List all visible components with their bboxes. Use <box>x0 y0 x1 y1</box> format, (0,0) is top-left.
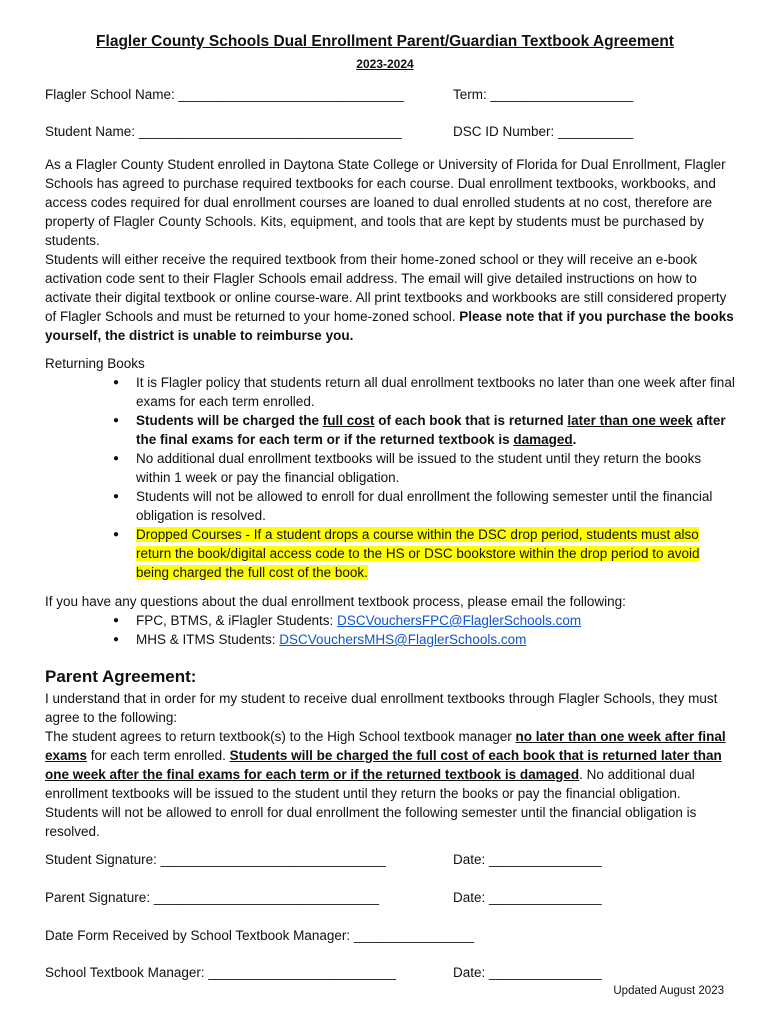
dropped-courses-highlight: Dropped Courses - If a student drops a course within the DSC drop period, students must also return the book/digital access code to the HS or DSC bookstore within the drop period to avoid being charged the full cost of the book. <box>136 527 700 580</box>
email-link-mhs[interactable]: DSCVouchersMHS@FlaglerSchools.com <box>279 632 527 647</box>
policy-bullet-1: ● It is Flagler policy that students return all dual enrollment textbooks no later than one week after final exams for each term enrolled. <box>45 373 735 411</box>
document-title: Flagler County Schools Dual Enrollment Parent/Guardian Textbook Agreement <box>96 33 674 50</box>
date-received-field[interactable]: Date Form Received by School Textbook Manager: ________________ <box>45 928 475 943</box>
student-signature-field[interactable]: Student Signature: ______________________________ <box>45 852 386 867</box>
textbook-manager-field[interactable]: School Textbook Manager: _________________________ <box>45 965 397 980</box>
b2-text-c: of each book that is returned <box>374 413 568 428</box>
agreement-section <box>45 689 735 841</box>
contact-intro: If you have any questions about the dual enrollment textbook process, please email the following: <box>45 594 626 609</box>
email-link-fpc[interactable]: DSCVouchersFPC@FlaglerSchools.com <box>337 613 582 628</box>
school-year: 2023-2024 <box>356 57 414 71</box>
term-field[interactable]: Term: ___________________ <box>453 87 634 102</box>
school-name-field[interactable]: Flagler School Name: ______________________________ <box>45 87 404 102</box>
policy-bullet-3: ● No additional dual enrollment textbooks will be issued to the student until they return the books within 1 week or pay the financial obligation. <box>45 449 735 487</box>
agreement-paragraph-1: I understand that in order for my student to receive dual enrollment textbooks through Flagler Schools, they must agree to the following: <box>45 691 718 725</box>
dsc-id-field[interactable]: DSC ID Number: __________ <box>453 124 634 139</box>
intro-paragraph-2-text: Students will either receive the required textbook from their home-zoned school or they will receive an e-book activation code sent to their Flagler Schools email address. The email will give detailed instructions on how to activate their digital textbook or online course-ware. All print textbooks and workbooks are still considered property of Flagler Schools and must be returned to your home-zoned school. <box>45 252 727 324</box>
ap2-deadline: no later than one week after final exams <box>45 729 726 763</box>
b2-text-e: after the final exams for each term or if the returned textbook is <box>136 413 726 447</box>
policy-bullet-2 <box>45 411 735 449</box>
intro-paragraph-2 <box>45 250 735 345</box>
updated-note: Updated August 2023 <box>613 985 724 997</box>
ap2-text-e: . No additional dual enrollment textbooks will be issued to the student until they return the books or pay the financial obligation. Students will not be allowed to enroll for dual enrollment the following semester until the financial obligation is resolved. <box>45 767 697 839</box>
b2-damaged: damaged <box>513 432 573 447</box>
policy-bullet-4: ● Students will not be allowed to enroll for dual enrollment the following semester until the financial obligation is resolved. <box>45 487 735 525</box>
returning-books-list <box>45 373 735 582</box>
contact-section <box>45 592 735 649</box>
parent-signature-field[interactable]: Parent Signature: ______________________________ <box>45 890 380 905</box>
b2-period: . <box>572 432 577 447</box>
reimburse-note: Please note that if you purchase the books yourself, the district is unable to reimburse you. <box>45 309 734 343</box>
contact-label-mhs: MHS & ITMS Students: <box>136 632 280 647</box>
contact-item-fpc <box>45 611 735 630</box>
parent-agreement-heading: Parent Agreement: <box>45 667 197 686</box>
contact-list <box>45 611 735 649</box>
ap2-text-a: The student agrees to return textbook(s) to the High School textbook manager <box>45 729 516 744</box>
policy-bullet-5 <box>45 525 735 582</box>
returning-books-section <box>45 354 735 582</box>
student-name-field[interactable]: Student Name: ___________________________________ <box>45 124 402 139</box>
ap2-charge-warning: Students will be charged the full cost of each book that is returned later than one week after the final exams for each term or if the returned textbook is damaged <box>45 748 722 782</box>
contact-item-mhs <box>45 630 735 649</box>
b2-full-cost: full cost <box>322 413 375 428</box>
ap2-text-c: for each term enrolled. <box>87 748 230 763</box>
parent-date-field[interactable]: Date: _______________ <box>453 890 602 905</box>
student-date-field[interactable]: Date: _______________ <box>453 852 602 867</box>
agreement-paragraph-2 <box>45 727 735 841</box>
intro-section <box>45 155 735 345</box>
returning-books-heading: Returning Books <box>45 356 145 371</box>
intro-paragraph-1: As a Flagler County Student enrolled in Daytona State College or University of Florida for Dual Enrollment, Flagler Schools has agreed to purchase required textbooks for each course. Dual enrollment textbooks, workbooks, and access codes required for dual enrollment courses are loaned to dual enrolled students at no cost, therefore are property of Flagler County Schools. Kits, equipment, and tools that are kept by students must be purchased by students. <box>45 157 726 248</box>
contact-label-fpc: FPC, BTMS, & iFlagler Students: <box>136 613 338 628</box>
b2-later-than: later than one week <box>567 413 693 428</box>
b2-text-a: Students will be charged the <box>136 413 323 428</box>
manager-date-field[interactable]: Date: _______________ <box>453 965 602 980</box>
